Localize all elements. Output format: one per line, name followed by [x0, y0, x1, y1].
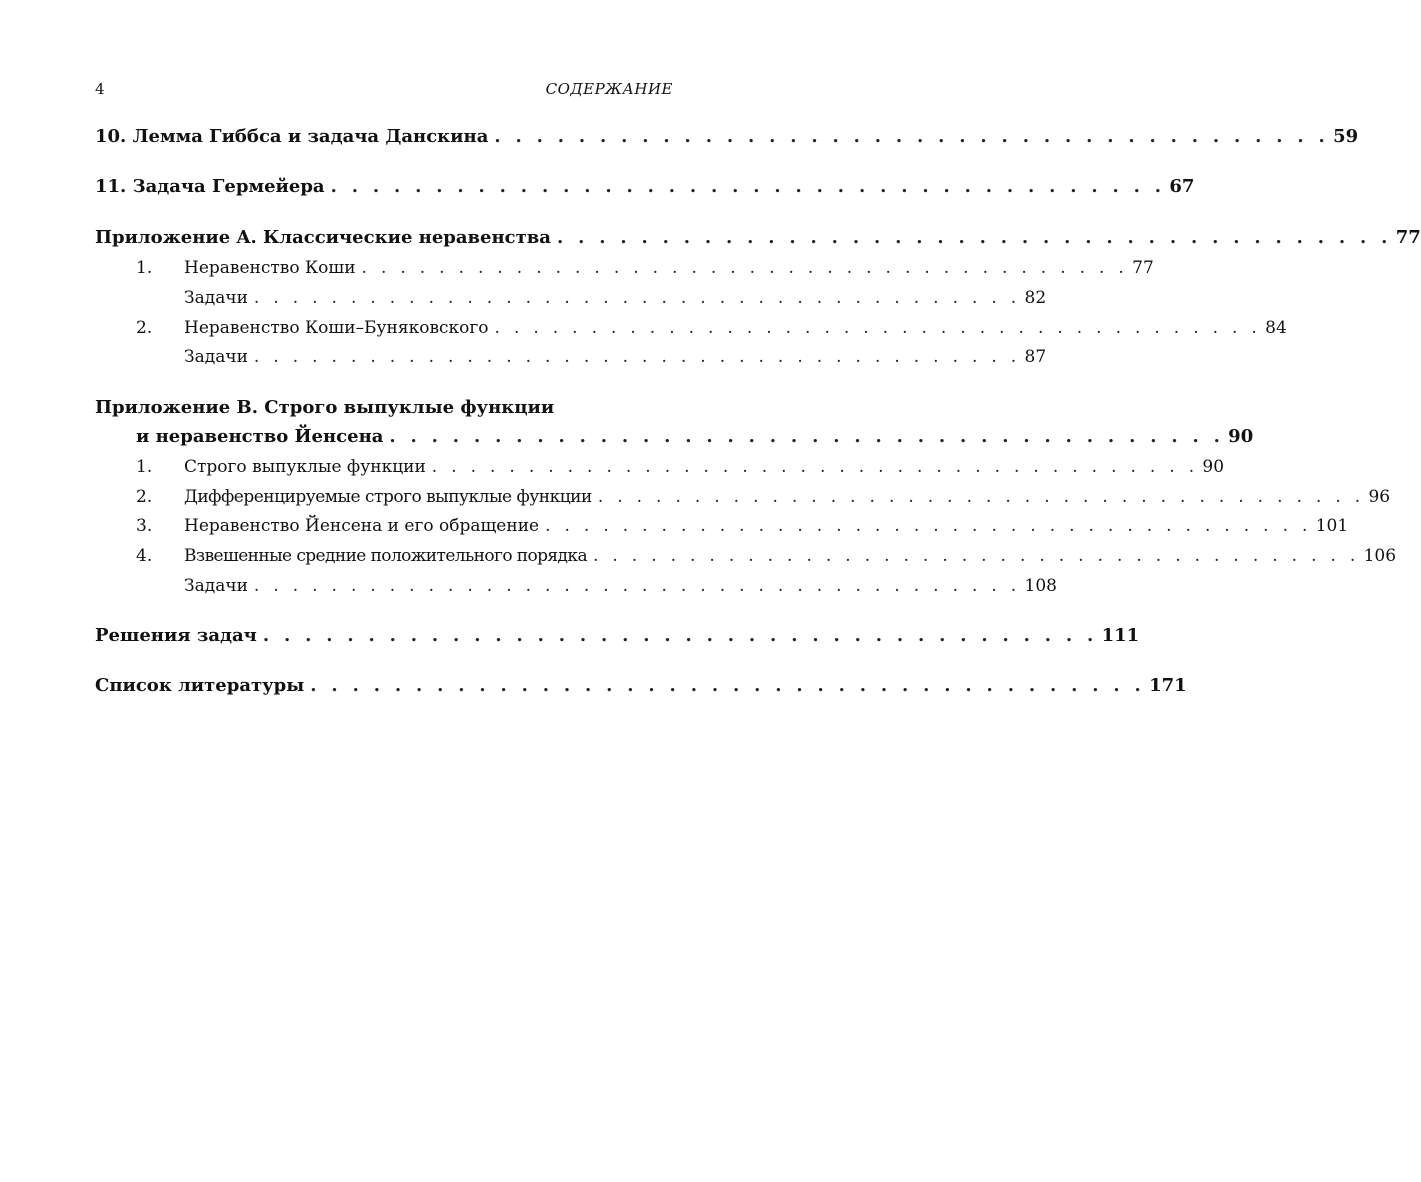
toc-entry-appendix-a[interactable] — [95, 226, 1421, 250]
dot-leader: . . . . . . . . . . . . . . . . . . . . . . . . . . . . . . . . . . . . . . . . — [494, 318, 1262, 338]
toc-entry-number: 1. — [136, 258, 153, 278]
dot-leader: . . . . . . . . . . . . . . . . . . . . . . . . . . . . . . . . . . . . . . . . — [310, 675, 1146, 696]
toc-entry-label: Взвешенные средние положительного порядка — [184, 546, 587, 566]
toc-entry-chapter-11[interactable] — [95, 175, 1195, 199]
dot-leader: . . . . . . . . . . . . . . . . . . . . . . . . . . . . . . . . . . . . . . . . — [431, 457, 1199, 477]
toc-entry-page: 90 — [1202, 457, 1225, 477]
toc-entry-label: и неравенство Йенсена — [136, 426, 384, 447]
toc-entry-label: Неравенство Коши — [184, 258, 356, 278]
dot-leader: . . . . . . . . . . . . . . . . . . . . . . . . . . . . . . . . . . . . . . . . — [361, 258, 1129, 278]
dot-leader: . . . . . . . . . . . . . . . . . . . . . . . . . . . . . . . . . . . . . . . . — [253, 288, 1021, 308]
toc-entry-page: 101 — [1315, 516, 1349, 536]
toc-entry-label: Дифференцируемые строго выпуклые функции — [184, 487, 592, 507]
toc-entry-a-1-problems[interactable] — [95, 286, 1047, 310]
running-header — [95, 80, 673, 100]
toc-entry-bibliography[interactable] — [95, 674, 1187, 698]
toc-entry-number: 3. — [136, 516, 153, 536]
toc-entry-label: Задачи — [184, 288, 248, 308]
toc-entry-b-2[interactable] — [95, 485, 1391, 509]
toc-entry-page: 111 — [1101, 625, 1140, 646]
toc-entry-label: Неравенство Коши–Буняковского — [184, 318, 489, 338]
toc-entry-a-1[interactable] — [95, 256, 1154, 280]
toc-entry-label: 11. Задача Гермейера — [95, 176, 325, 197]
dot-leader: . . . . . . . . . . . . . . . . . . . . . . . . . . . . . . . . . . . . . . . . — [253, 347, 1021, 367]
toc-entry-number: 2. — [136, 318, 153, 338]
dot-leader: . . . . . . . . . . . . . . . . . . . . . . . . . . . . . . . . . . . . . . . . — [545, 516, 1312, 536]
toc-entry-label: Список литературы — [95, 675, 305, 696]
toc-entry-b-problems[interactable] — [95, 574, 1057, 598]
toc-entry-label: Задачи — [184, 347, 248, 367]
running-title: СОДЕРЖАНИЕ — [545, 80, 673, 98]
toc-entry-page: 96 — [1368, 487, 1391, 507]
toc-entry-label: Задачи — [184, 576, 248, 596]
dot-leader: . . . . . . . . . . . . . . . . . . . . . . . . . . . . . . . . . . . . . . . . — [597, 487, 1365, 507]
toc-entry-number: 4. — [136, 546, 153, 566]
toc-entry-page: 77 — [1132, 258, 1154, 278]
toc-entry-number: 1. — [136, 457, 153, 477]
dot-leader: . . . . . . . . . . . . . . . . . . . . . . . . . . . . . . . . . . . . . . . . — [389, 426, 1225, 447]
dot-leader: . . . . . . . . . . . . . . . . . . . . . . . . . . . . . . . . . . . . . . . . — [330, 176, 1166, 197]
toc-page — [95, 0, 1421, 1182]
dot-leader: . . . . . . . . . . . . . . . . . . . . . . . . . . . . . . . . . . . . . . . . — [262, 625, 1098, 646]
toc-entry-page: 106 — [1363, 546, 1397, 566]
dot-leader: . . . . . . . . . . . . . . . . . . . . . . . . . . . . . . . . . . . . . . . . — [494, 126, 1330, 147]
toc-entry-page: 77 — [1395, 227, 1421, 248]
toc-entry-page: 171 — [1149, 675, 1187, 696]
dot-leader: . . . . . . . . . . . . . . . . . . . . . . . . . . . . . . . . . . . . . . . . — [556, 227, 1392, 248]
toc-entry-page: 84 — [1265, 318, 1287, 338]
toc-entry-label: 10. Лемма Гиббса и задача Данскина — [95, 126, 489, 147]
toc-entry-label: Приложение A. Классические неравенства — [95, 227, 551, 248]
toc-entry-label: Решения задач — [95, 625, 257, 646]
toc-entry-appendix-b-line2[interactable] — [95, 425, 1254, 449]
dot-leader: . . . . . . . . . . . . . . . . . . . . . . . . . . . . . . . . . . . . . . . . — [592, 546, 1360, 566]
toc-entry-page: 108 — [1024, 576, 1057, 596]
dot-leader: . . . . . . . . . . . . . . . . . . . . . . . . . . . . . . . . . . . . . . . . — [253, 576, 1021, 596]
toc-entry-page: 59 — [1333, 126, 1359, 147]
toc-entry-page: 67 — [1169, 176, 1195, 197]
toc-entry-a-2-problems[interactable] — [95, 345, 1047, 369]
toc-entry-a-2[interactable] — [95, 316, 1287, 340]
toc-entry-page: 90 — [1228, 426, 1254, 447]
toc-entry-b-3[interactable] — [95, 514, 1349, 538]
toc-entry-page: 82 — [1024, 288, 1047, 308]
toc-entry-number: 2. — [136, 487, 153, 507]
toc-entry-label: Строго выпуклые функции — [184, 457, 426, 477]
toc-entry-label: Неравенство Йенсена и его обращение — [184, 516, 540, 536]
page-number: 4 — [95, 80, 105, 98]
toc-entry-page: 87 — [1024, 347, 1047, 367]
toc-entry-b-1[interactable] — [95, 455, 1225, 479]
toc-entry-chapter-10[interactable] — [95, 125, 1359, 149]
toc-entry-b-4[interactable] — [95, 544, 1397, 568]
toc-entry-appendix-b-line1[interactable] — [95, 396, 673, 420]
toc-entry-label: Приложение B. Строго выпуклые функции — [95, 397, 555, 418]
toc-entry-solutions[interactable] — [95, 624, 1140, 648]
